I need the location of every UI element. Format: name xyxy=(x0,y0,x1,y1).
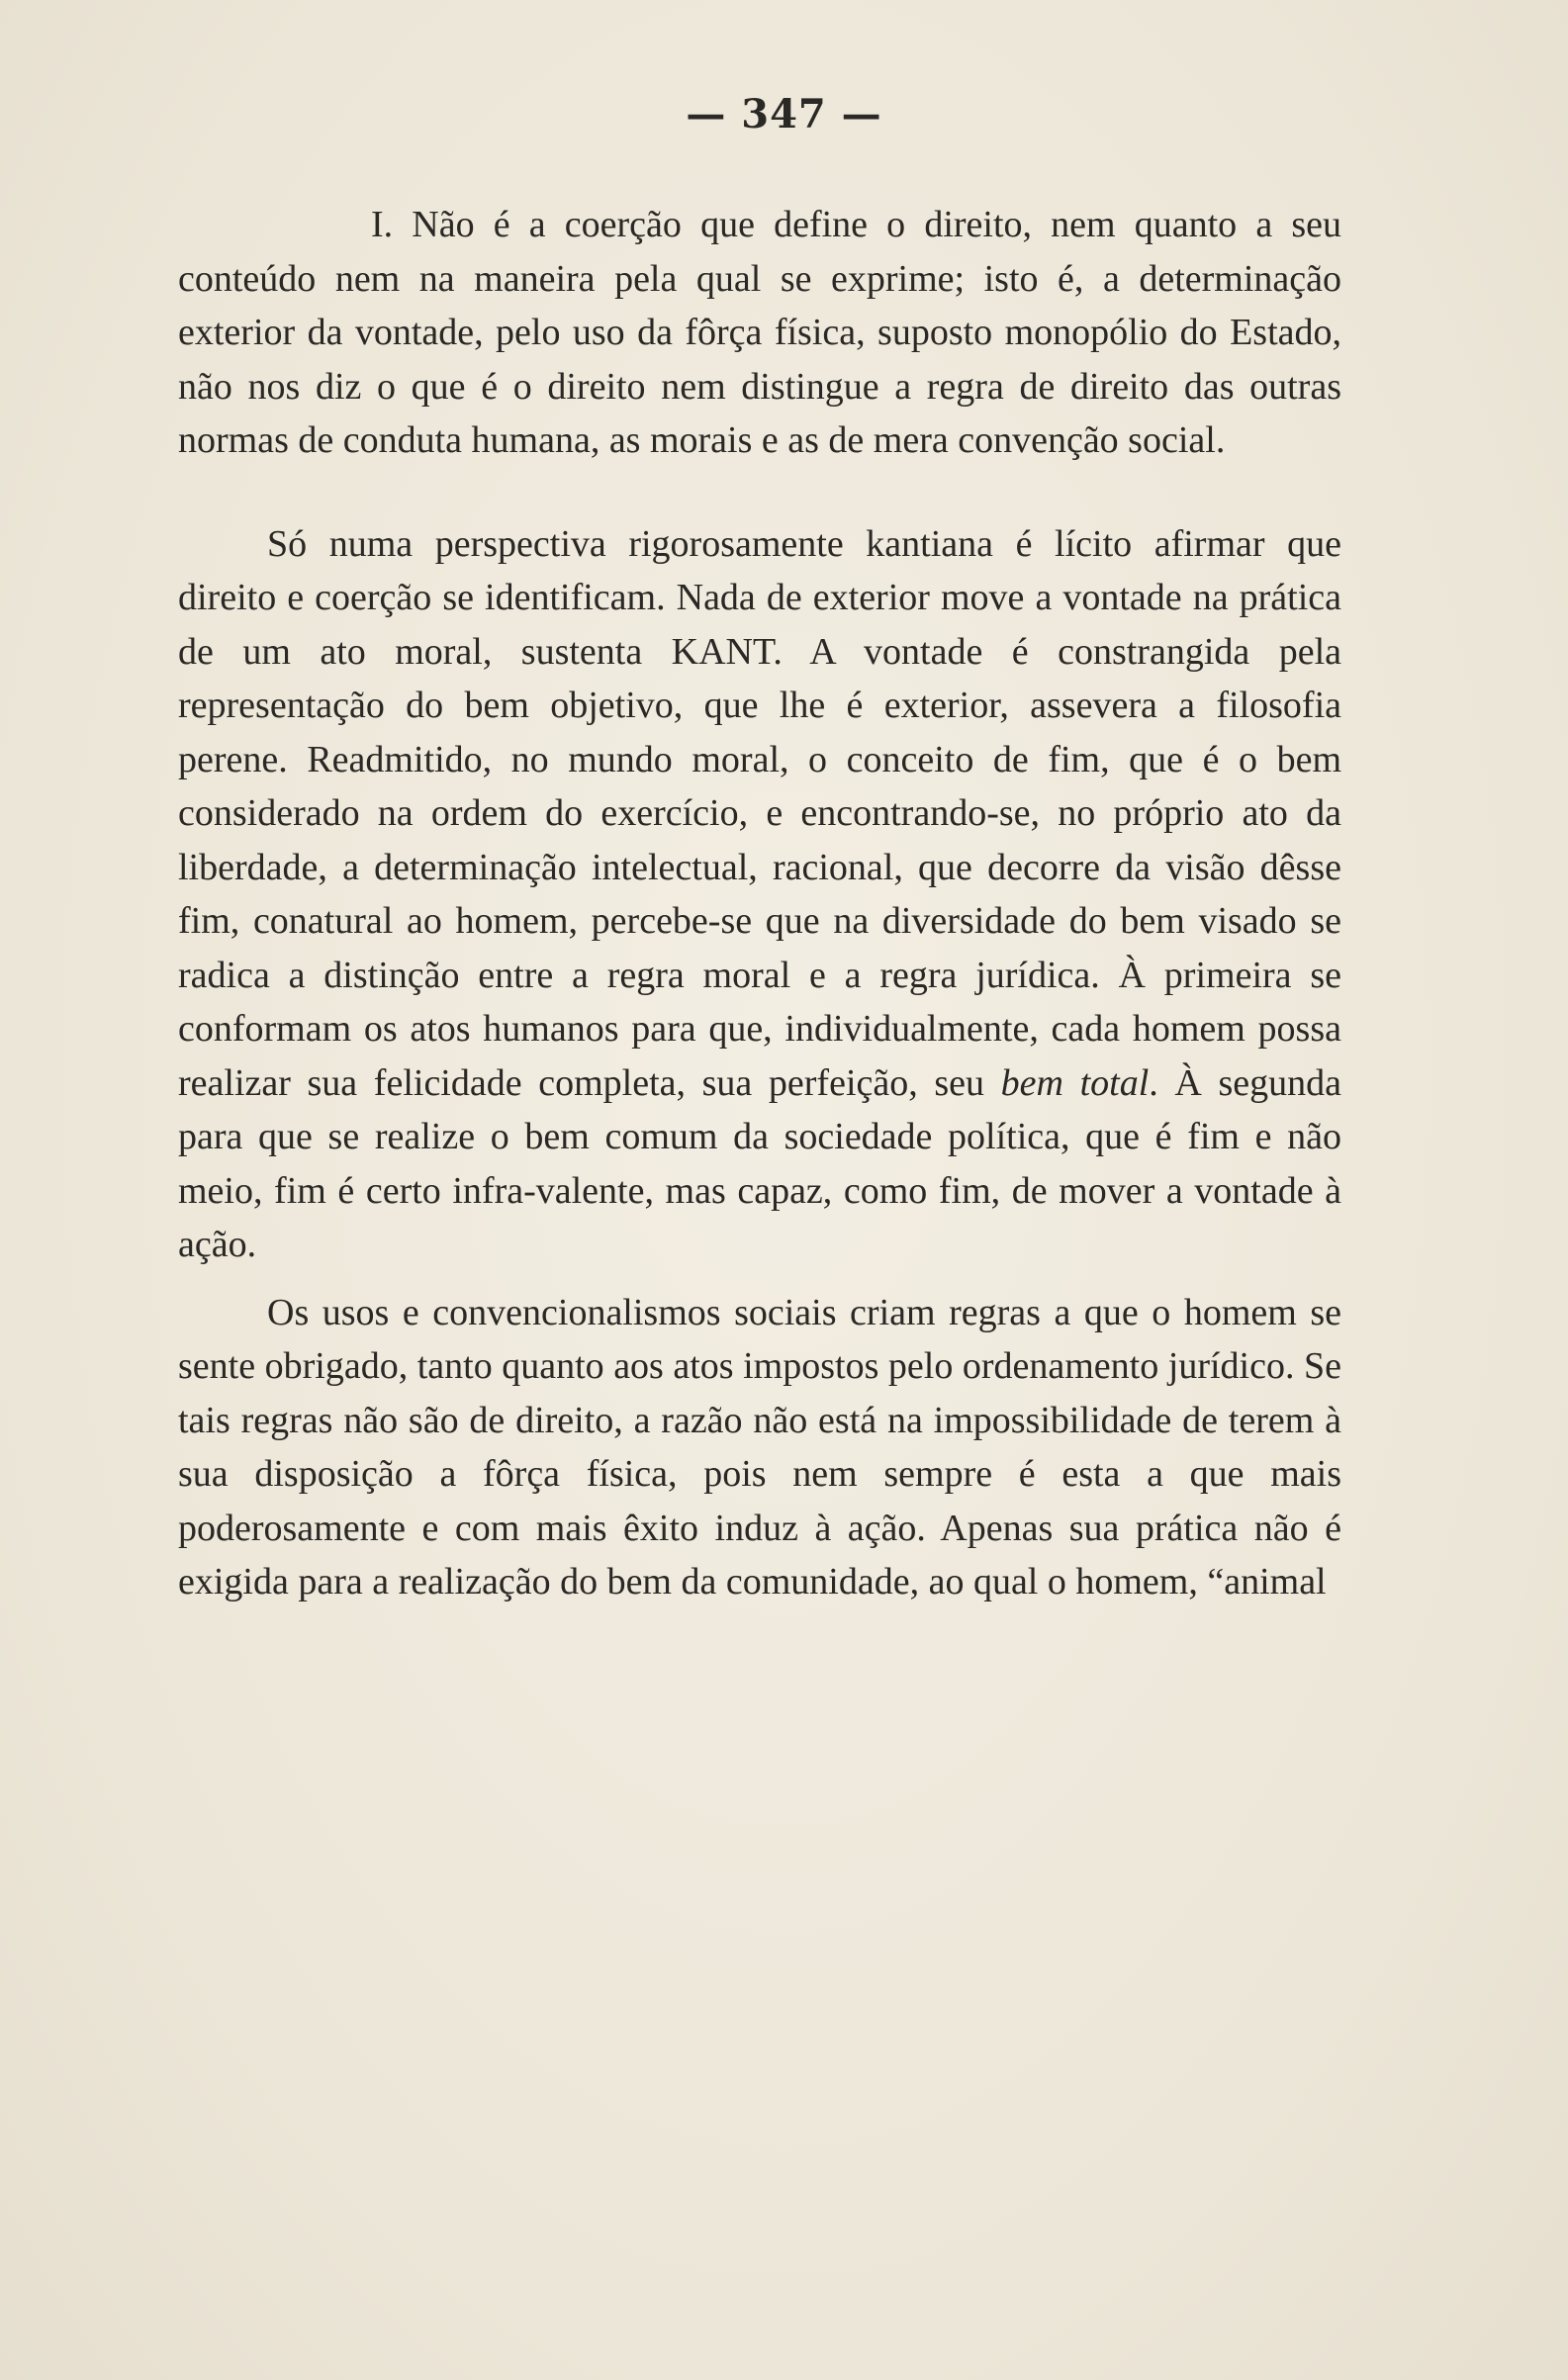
body-text xyxy=(178,198,1341,1609)
paragraph-2-text-a: Só numa perspectiva rigorosamente kantiana é lícito afirmar que direito e coerção se identificam. Nada de exterior move a vontade na prática de um ato moral, sustenta KANT. A vontade é constrangida pela representação do bem objetivo, que lhe é exterior, assevera a filosofia perene. Readmitido, no mundo moral, o conceito de fim, que é o bem considerado na ordem do exercício, e encontrando-se, no próprio ato da liberdade, a determinação intelectual, racional, que decorre da visão dêsse fim, conatural ao homem, percebe-se que na diversidade do bem visado se radica a distinção entre a regra moral e a regra jurídica. À primeira se conformam os atos humanos para que, individualmente, cada homem possa realizar sua felicidade completa, sua perfeição, seu xyxy=(178,522,1341,1104)
paragraph-2-text-b: . À segunda para que se realize o bem comum da sociedade política, que é fim e não meio, fim é certo infra-valente, mas capaz, como fim, de mover a vontade à ação. xyxy=(178,1061,1342,1265)
page-number: — 347 — xyxy=(686,91,882,137)
paragraph-2-emphasis: bem total xyxy=(1000,1061,1150,1104)
paragraph-3: Os usos e convencionalismos sociais criam regras a que o homem se sente obrigado, tanto quanto aos atos impostos pelo ordenamento jurídico. Se tais regras não são de direito, a razão não está na impossibilidade de terem à sua disposição a fôrça física, pois nem sempre é esta a que mais poderosamente e com mais êxito induz à ação. Apenas sua prática não é exigida para a realização do bem da comunidade, ao qual o homem, “animal xyxy=(178,1291,1341,1602)
paragraph-2 xyxy=(178,517,1341,1272)
paragraph-1: I. Não é a coerção que define o direito, nem quanto a seu conteúdo nem na maneira pela qual se exprime; isto é, a determinação exterior da vontade, pelo uso da fôrça física, suposto monopólio do Estado, não nos diz o que é o direito nem distingue a regra de direito das outras normas de conduta humana, as morais e as de mera convenção social. xyxy=(178,204,1341,461)
